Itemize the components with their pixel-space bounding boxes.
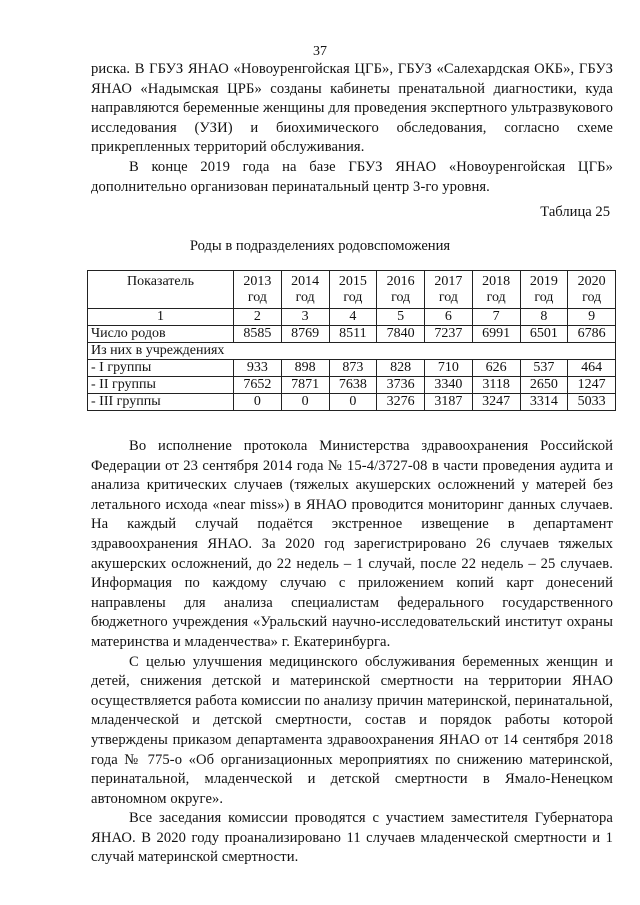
row-label: - III группы <box>88 394 234 411</box>
table-cell: 898 <box>281 360 329 377</box>
header-year: 2020 год <box>568 271 616 309</box>
table-cell: 5033 <box>568 394 616 411</box>
table-row-group-3 <box>88 394 616 411</box>
table-cell: 3736 <box>377 377 425 394</box>
table-cell: 464 <box>568 360 616 377</box>
column-number: 4 <box>329 309 377 326</box>
row-label: Число родов <box>88 326 234 343</box>
table-cell: 8585 <box>234 326 282 343</box>
table-cell: 2650 <box>520 377 568 394</box>
births-table <box>87 270 616 411</box>
table-cell: 0 <box>234 394 282 411</box>
table-cell: 6501 <box>520 326 568 343</box>
table-cell: 1247 <box>568 377 616 394</box>
column-number: 9 <box>568 309 616 326</box>
table-cell: 7237 <box>425 326 473 343</box>
header-year: 2016 год <box>377 271 425 309</box>
table-cell: 626 <box>472 360 520 377</box>
table-cell: 3314 <box>520 394 568 411</box>
row-label: - II группы <box>88 377 234 394</box>
table-row-total-births <box>88 326 616 343</box>
table-row-group-1 <box>88 360 616 377</box>
table-cell: 3340 <box>425 377 473 394</box>
table-cell: 710 <box>425 360 473 377</box>
table-cell: 828 <box>377 360 425 377</box>
header-year: 2015 год <box>329 271 377 309</box>
page-number: 37 <box>313 44 327 59</box>
header-year: 2017 год <box>425 271 473 309</box>
paragraph: риска. В ГБУЗ ЯНАО «Новоуренгойская ЦГБ», ГБУЗ «Салехардская ОКБ», ГБУЗ ЯНАО «Надымская ЦРБ» созданы кабинеты пренатальной диагностики, куда направляются беременные женщины для проведения экспертного ультразвукового исследования (УЗИ) и биохимического обследования, согласно схеме прикрепленных территорий обслуживания. <box>91 61 613 156</box>
header-year: 2014 год <box>281 271 329 309</box>
table-cell: 8511 <box>329 326 377 343</box>
table-cell: 7840 <box>377 326 425 343</box>
column-number: 7 <box>472 309 520 326</box>
table-cell: 0 <box>281 394 329 411</box>
paragraph: Во исполнение протокола Министерства здравоохранения Российской Федерации от 23 сентября 2014 года № 15-4/3727-08 в части проведения аудита и анализа критических случаев (тяжелых акушерских осложнений у матерей без летального исхода «near miss») в ЯНАО проводится мониторинг данных случаев. На каждый случай подаётся экстренное извещение в департамент здравоохранения ЯНАО. За 2020 год зарегистрировано 26 случаев тяжелых акушерских осложнений, до 22 недель – 1 случай, после 22 недель – 25 случаев. Информация по каждому случаю с приложением копий карт донесений направлены для анализа специалистам федерального государственного бюджетного учреждения «Уральский научно-исследовательский институт охраны материнства и младенчества» г. Екатеринбурга. <box>91 438 613 650</box>
table-cell: 3276 <box>377 394 425 411</box>
text-block-bottom <box>91 437 613 868</box>
header-year: 2019 год <box>520 271 568 309</box>
table-cell: 537 <box>520 360 568 377</box>
paragraph: С целью улучшения медицинского обслуживания беременных женщин и детей, снижения детской и материнской смертности на территории ЯНАО осуществляется работа комиссии по анализу причин материнской, перинатальной, младенческой и детской смертности, состав и порядок работы которой утверждены приказом департамента здравоохранения ЯНАО от 14 сентября 2018 года № 775-о «Об организационных мероприятиях по снижению материнской, перинатальной, младенческой и детской смертности в Ямало-Ненецком автономном округе». <box>91 653 613 807</box>
row-label: - I группы <box>88 360 234 377</box>
column-number: 8 <box>520 309 568 326</box>
table-cell: 0 <box>329 394 377 411</box>
table-cell: 7871 <box>281 377 329 394</box>
table-cell: 6786 <box>568 326 616 343</box>
paragraph: Все заседания комиссии проводятся с участием заместителя Губернатора ЯНАО. В 2020 году проанализировано 11 случаев младенческой смертности и 1 случай материнской смертности. <box>91 810 613 866</box>
column-number: 6 <box>425 309 473 326</box>
table-cell: 3247 <box>472 394 520 411</box>
table-cell: 7652 <box>234 377 282 394</box>
table-row-subheading <box>88 343 616 360</box>
table-row-group-2 <box>88 377 616 394</box>
table-label: Таблица 25 <box>540 204 610 220</box>
table-cell: 3118 <box>472 377 520 394</box>
table-title: Роды в подразделениях родовспоможения <box>189 238 451 254</box>
text-block-top <box>91 60 613 197</box>
table-cell: 3187 <box>425 394 473 411</box>
column-number: 3 <box>281 309 329 326</box>
paragraph: В конце 2019 года на базе ГБУЗ ЯНАО «Новоуренгойская ЦГБ» дополнительно организован перинатальный центр 3-го уровня. <box>91 158 613 195</box>
column-number: 5 <box>377 309 425 326</box>
table-cell: 7638 <box>329 377 377 394</box>
row-subheading: Из них в учреждениях <box>88 343 616 360</box>
header-indicator: Показатель <box>88 271 234 309</box>
table-cell: 6991 <box>472 326 520 343</box>
column-number: 1 <box>88 309 234 326</box>
header-year: 2013 год <box>234 271 282 309</box>
table-cell: 8769 <box>281 326 329 343</box>
table-cell: 933 <box>234 360 282 377</box>
table-cell: 873 <box>329 360 377 377</box>
column-number-row <box>88 309 616 326</box>
table-header-row <box>88 271 616 309</box>
header-year: 2018 год <box>472 271 520 309</box>
column-number: 2 <box>234 309 282 326</box>
